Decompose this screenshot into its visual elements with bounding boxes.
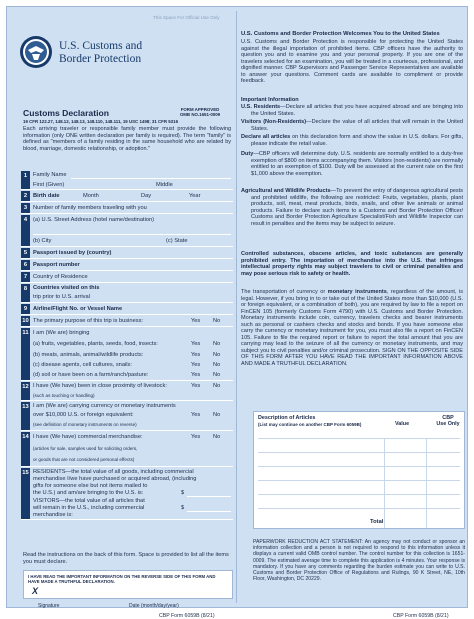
form-number-front: CBP Form 6059B (8/21)	[159, 613, 215, 619]
row-number: 9	[21, 304, 30, 314]
signature-statement: I HAVE READ THE IMPORTANT INFORMATION ON THE REVERSE SIDE OF THIS FORM AND HAVE MADE A TRUTHFUL DECLARATION.	[28, 574, 216, 585]
currency-term: monetary instruments	[327, 289, 387, 295]
countries-visited-label: Countries visited on this	[33, 285, 100, 291]
yes-checkbox[interactable]: Yes	[191, 318, 201, 324]
agency-name	[59, 40, 229, 65]
disease-agents-label: (c) disease agents, cell cultures, snails:	[33, 362, 132, 368]
row-number: 12	[21, 382, 30, 400]
form-number-back: CBP Form 6059B (8/21)	[393, 613, 449, 619]
row-3-family-members	[21, 203, 233, 214]
visitors-note	[241, 119, 463, 132]
row-1-name	[21, 171, 233, 190]
form-front	[7, 7, 234, 619]
table-rule	[258, 452, 460, 453]
agriculture-note	[241, 188, 463, 227]
row-number: 7	[21, 272, 30, 282]
cbp-header-line-1: CBP	[442, 415, 454, 421]
agency-line-1: U.S. Customs and	[59, 40, 143, 52]
no-checkbox[interactable]: No	[213, 412, 221, 418]
residents-line-1: RESIDENTS—the total value of all goods, including commercial	[33, 469, 194, 475]
row-number: 10	[21, 316, 30, 326]
residents-note	[241, 104, 463, 117]
row-13-currency	[21, 402, 233, 431]
table-rule	[258, 438, 460, 439]
dhs-seal-icon	[19, 35, 53, 69]
row-14-merchandise	[21, 432, 233, 467]
form-title: Customs Declaration	[23, 108, 109, 118]
merchandise-label: I have (We have) commercial merchandise:	[33, 434, 143, 440]
currency-sub: over $10,000 U.S. or foreign equivalent:	[33, 412, 134, 418]
cfr-citation: 19 CFR 122.27, 148.12, 148.13, 148.110, 148.111, 19 USC 1498; 31 CFR 5316	[23, 119, 179, 124]
row-7-residence	[21, 272, 233, 283]
row-number: 2	[21, 191, 30, 201]
articles-subheading: (List may continue on another CBP Form 6059B)	[258, 422, 362, 427]
no-checkbox[interactable]: No	[213, 362, 221, 368]
signature-label: Signature	[38, 603, 60, 609]
no-checkbox[interactable]: No	[213, 434, 221, 440]
signature-x-mark: X	[32, 586, 39, 596]
visitors-term: Visitors (Non-Residents)	[241, 119, 307, 125]
table-rule	[258, 466, 460, 467]
table-rule	[258, 480, 460, 481]
articles-table	[253, 411, 465, 529]
visitors-body: —Declare the value of all articles that will remain in the United States.	[251, 119, 463, 132]
month-label: Month	[83, 193, 99, 199]
residents-body: —Declare all articles that you have acquired abroad and are bringing into the United States.	[251, 104, 463, 117]
no-checkbox[interactable]: No	[213, 372, 221, 378]
middle-name-label: Middle	[156, 182, 173, 188]
passport-issued-label: Passport issued by (country)	[33, 250, 112, 256]
row-10-business	[21, 316, 233, 327]
no-checkbox[interactable]: No	[213, 383, 221, 389]
currency-note	[241, 289, 463, 368]
duty-body: —CBP officers will determine duty. U.S. residents are normally entitled to a duty-free exemption of $800 on items accompanying them. Visitors (non-residents) are normally entitled to an exemption of $100. Duty will be assessed at the current rate on the first $1,000 above the exemption.	[251, 151, 463, 177]
approved-line-2: OMB NO.1651-0009	[179, 112, 221, 118]
declare-body: on this declaration form and show the value in U.S. dollars. For gifts, please indicate the retail value.	[251, 134, 463, 147]
important-info-heading: Important Information	[241, 97, 299, 103]
currency-label: I am (We are) carrying currency or monetary instruments	[33, 403, 176, 409]
yes-checkbox[interactable]: Yes	[191, 362, 201, 368]
declare-note	[241, 134, 463, 147]
table-rule	[258, 508, 460, 509]
duty-term: Duty	[241, 151, 254, 157]
value-column-header: Value	[395, 421, 410, 427]
row-2-birth-date	[21, 191, 233, 202]
yes-checkbox[interactable]: Yes	[191, 372, 201, 378]
visitors-dollar: $	[181, 505, 185, 511]
flight-label: Airline/Flight No. or Vessel Name	[33, 306, 123, 312]
state-label: (c) State	[166, 238, 188, 244]
business-label: The primary purpose of this trip is business:	[33, 318, 144, 324]
cbp-header-line-2: Use Only	[436, 421, 460, 428]
agriculture-term: Agricultural and Wildlife Products	[241, 188, 331, 194]
duty-note	[241, 151, 463, 177]
family-name-field[interactable]	[71, 172, 231, 179]
row-number: 14	[21, 432, 30, 466]
no-checkbox[interactable]: No	[213, 352, 221, 358]
country-residence-label: Country of Residence	[33, 274, 88, 280]
cbp-use-column-header	[432, 415, 464, 428]
center-divider	[236, 11, 237, 603]
street-address-label: (a) U.S. Street Address (hotel name/destination)	[33, 217, 155, 223]
visitors-line-1: VISITORS—the total value of all articles that	[33, 498, 145, 504]
visitors-line-2: will remain in the U.S., including commercial	[33, 505, 145, 511]
no-checkbox[interactable]: No	[213, 318, 221, 324]
articles-heading: Description of Articles	[258, 415, 316, 421]
yes-checkbox[interactable]: Yes	[191, 383, 201, 389]
declare-term: Declare all articles	[241, 134, 291, 140]
residents-term: U.S. Residents	[241, 104, 281, 110]
row-6-passport-number	[21, 260, 233, 271]
signature-box[interactable]	[23, 570, 233, 599]
yes-checkbox[interactable]: Yes	[191, 412, 201, 418]
row-8-countries-visited	[21, 284, 233, 303]
welcome-title: U.S. Customs and Border Protection Welcomes You to the United States	[241, 31, 440, 37]
row-number: 6	[21, 260, 30, 270]
row-9-flight	[21, 304, 233, 315]
row-12-livestock	[21, 382, 233, 401]
form-approved	[167, 107, 233, 118]
form-intro: Each arriving traveler or responsible family member must provide the following information (only ONE written declaration per family is required). The term "family" is defined as "members of a family residing in the same household who are related by blood, marriage, domestic relationship, or adoption."	[23, 126, 231, 152]
street-address-field[interactable]	[33, 233, 231, 235]
livestock-sub: (such as touching or handling)	[33, 393, 95, 398]
row-number: 4	[21, 215, 30, 246]
soil-label: (d) soil or have been on a farm/ranch/pasture:	[33, 372, 149, 378]
visitors-line-3: merchandise is:	[33, 512, 73, 518]
row-11-bringing	[21, 328, 233, 381]
agriculture-body: —To prevent the entry of dangerous agricultural pests and prohibited wildlife, the following are restricted: Fruits, vegetables, plants, plant products, soil, meat, meat products, birds, snails, and other live animals or animal products. Failure to declare such items to a Customs and Border Protection Officer/ Customs and Border Protection Agriculture Specialist/Fish and Wildlife Inspector can result in penalties and the items may be subject to seizure.	[251, 188, 464, 227]
agency-line-2: Border Protection	[59, 52, 142, 65]
currency-note: (see definition of monetary instruments on reverse)	[33, 422, 137, 427]
currency-pre: The transportation of currency or	[241, 289, 328, 295]
customs-declaration-form	[6, 6, 468, 619]
read-instructions-note: Read the instructions on the back of this form. Space is provided to list all the items you must declare.	[23, 552, 229, 565]
yes-checkbox[interactable]: Yes	[191, 434, 201, 440]
row-number: 13	[21, 402, 30, 430]
controlled-substances-note: Controlled substances, obscene articles, and toxic substances are generally prohibited entry. The importation of merchandise into the U.S. that infringes intellectual property rights may subject travelers to civil or criminal penalties and may pose serious risk to safety or health.	[241, 251, 463, 277]
merchandise-sub2: or goods that are not considered personal effects)	[33, 457, 135, 462]
livestock-label: I have (We have) been in close proximity of livestock:	[33, 383, 167, 389]
passport-number-label: Passport number	[33, 262, 80, 268]
residents-line-4: the U.S.) and am/are bringing to the U.S. is:	[33, 490, 144, 496]
table-rule	[258, 494, 460, 495]
articles-total-label: Total	[370, 519, 384, 525]
official-use-note: This Space For Official Use Only	[153, 15, 220, 20]
no-checkbox[interactable]: No	[213, 341, 221, 347]
currency-body: , regardless of the amount, is legal. However, if you bring in to or take out of the United States more than $10,000 (U.S. or foreign equivalent, or a combination of both), you are required by law to file a report on FinCEN 105 (formerly Customs Form 4790) with U.S. Customs and Border Protection. Monetary instruments include coin, currency, travelers checks and bearer instruments such as personal or cashiers checks and stocks and bonds. If you have someone else carry the currency or monetary instrument for you, you must also file a report on FinCEN 105. Failure to file the required report or failure to report the total amount that you are carrying may lead to the seizure of all the currency or monetary instruments, and may subject you to civil penalties and/or criminal prosecution. SIGN ON THE OPPOSITE SIDE OF THIS FORM AFTER YOU HAVE READ THE IMPORTANT INFORMATION ABOVE AND MADE A TRUTHFUL DECLARATION.	[241, 289, 463, 368]
form-back	[241, 7, 467, 619]
date-label: Date (month/day/year)	[129, 603, 179, 609]
row-5-passport-country	[21, 248, 233, 259]
row-number: 5	[21, 248, 30, 258]
first-name-label: First (Given)	[33, 182, 65, 188]
family-name-label: Family Name	[33, 172, 67, 178]
residents-dollar: $	[181, 490, 185, 496]
row-15-values	[21, 468, 233, 520]
residents-line-3: gifts for someone else but not items mailed to	[33, 483, 148, 489]
row-4-address	[21, 215, 233, 247]
fruits-label: (a) fruits, vegetables, plants, seeds, food, insects:	[33, 341, 158, 347]
birth-date-label: Birth date	[33, 193, 60, 199]
residents-value-field[interactable]	[187, 490, 231, 497]
row-number: 15	[21, 468, 30, 519]
day-label: Day	[141, 193, 152, 199]
welcome-body: U.S. Customs and Border Protection is responsible for protecting the United States against the illegal importation of prohibited items. CBP officers have the authority to question you and to examine you and your personal property. If you are one of the travelers selected for an examination, you will be treated in a courteous, professional, and dignified manner. CBP Supervisors and Passenger Service Representatives are available to answer your questions. Comment cards are available to compliment or provide feedback.	[241, 39, 463, 85]
approved-line-1: FORM APPROVED	[180, 107, 220, 112]
visitors-value-field[interactable]	[187, 505, 231, 512]
yes-checkbox[interactable]: Yes	[191, 341, 201, 347]
merchandise-sub: (articles for sale, samples used for soliciting orders,	[33, 446, 138, 451]
meats-label: (b) meats, animals, animal/wildlife products:	[33, 352, 144, 358]
residents-line-2: merchandise I/we have purchased or acquired abroad, (including	[33, 476, 197, 482]
city-label: (b) City	[33, 238, 52, 244]
countries-visited-sub: trip prior to U.S. arrival	[33, 294, 90, 300]
row-number: 8	[21, 284, 30, 302]
bringing-label: I am (We are) bringing	[33, 330, 90, 336]
row-number: 11	[21, 328, 30, 380]
row-number: 1	[21, 171, 30, 189]
paperwork-statement: PAPERWORK REDUCTION ACT STATEMENT: An agency may not conduct or sponsor an information collection and a person is not required to respond to this information unless it displays a current valid OMB control number. The control number for this collection is 1651-0009. The estimated average time to complete this application is 4 minutes. Your response is mandatory. If you have any comments regarding the burden estimate you can write to U.S. Customs and Border Protection Office of Regulations and Rulings, 90 K Street, NE, 10th Floor, Washington, DC 20229.	[253, 539, 465, 583]
year-label: Year	[189, 193, 201, 199]
family-members-label: Number of family members traveling with you	[33, 205, 147, 211]
row-number: 3	[21, 203, 30, 213]
yes-checkbox[interactable]: Yes	[191, 352, 201, 358]
